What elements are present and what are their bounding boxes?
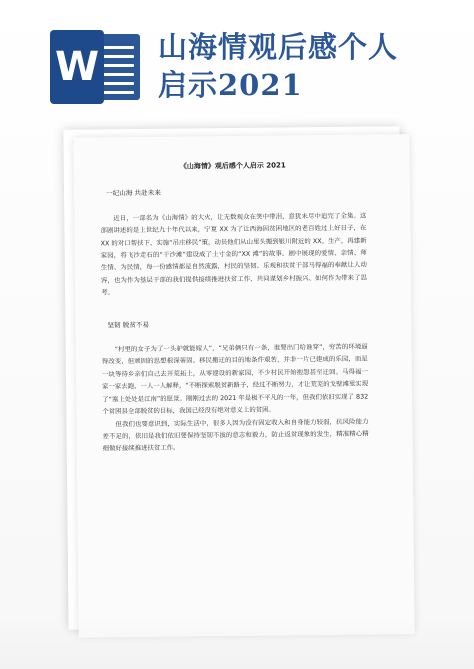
page-title-line-2: 启示2021 (158, 68, 303, 102)
paragraph: 但我们也要意识到，实际生活中，很多人因为没有固定收入和自身能力较弱，抗风险能力差不足的，依旧是我们依旧要保持坚韧不拔的意志和毅力，防止返贫现象的发生，精准精心精细做好接续推进扶贫工作。 (102, 417, 369, 453)
section-heading: 坚韧 脱贫不易 (107, 320, 150, 329)
document-lines-icon (100, 46, 134, 100)
page-title (158, 28, 458, 104)
header-banner (0, 0, 474, 118)
document-content (100, 159, 369, 455)
section-heading: 一纪山海 共赴未来 (106, 189, 161, 198)
paragraph: “村里的女子为了一头驴就能嫁人”，“兄弟俩只有一条，谁要出门给谁穿”，穷苦的环境逼得改变，但顽固的思想根深蒂固。移民搬迁的目的地条件艰苦，并非一片已建成的乐园，而是一块等待乡亲们自己去开荒拓土，从零建设的新家园，不少村民开始抱怨甚至迁回。马得福一家一家去跑，一人一人解释，“不断探索脱贫新路子，经过不断努力，才让荒芜的戈壁滩里实现了“塞上处处是江南”的愿景。刚刚过去的 2021 年是极不平凡的一年，但我们依旧实现了 832 个贫困县全部脱贫的目标，我国已经没有绝对意义上的贫困。 (101, 342, 369, 416)
page-title-line-1: 山海情观后感个人 (158, 30, 399, 64)
paragraph: 近日，一部名为《山海情》的大火，让无数观众在笑中带泪，意犹未尽中追完了全集。这部剧讲述的是上世纪九十年代以来，宁夏 XX 为了让西海固贫困地区的老百姓过上好日子，在 XX 的对口帮扶下，实施“吊庄移民”策，动员他们从山里头搬到银川附近的 XX。生产，再建新家园，将飞沙走石的“干沙滩”建设成了土寸金的“XX 滩”的故事。剧中展现的爱情、亲情、师生情、为民情，每一份感情都是自然流露，村民的坚韧、乐观和扶贫干部马得福的奉献让人动容，也为作为基层干部的我们提供接续推进扶贫工作、共同谋划乡村振兴、如何作为带来了思考。 (100, 211, 367, 297)
word-document-icon (50, 30, 142, 104)
bottom-fade (0, 619, 474, 669)
document-sheet (63, 126, 404, 629)
word-w-badge: W (50, 30, 104, 104)
document-title: 《山海情》观后感个人启示 2021 (179, 161, 286, 171)
